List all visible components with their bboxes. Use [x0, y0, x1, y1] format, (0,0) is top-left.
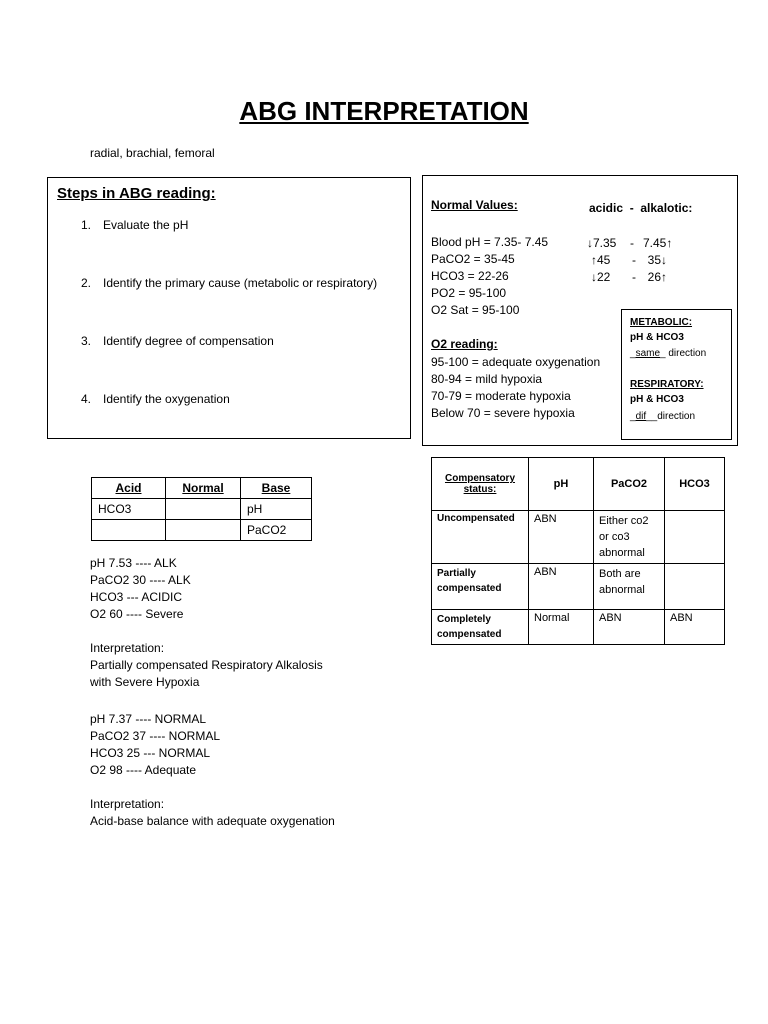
- step-item: 4. Identify the oxygenation: [81, 392, 230, 406]
- case-value: pH 7.53 ---- ALK: [90, 556, 177, 570]
- column-header: HCO3: [665, 458, 725, 511]
- table-row: [92, 499, 312, 520]
- metabolic-heading: METABOLIC:: [630, 317, 693, 328]
- metabolic-respiratory-box: [621, 309, 732, 440]
- table-cell: Uncompensated: [432, 511, 529, 564]
- respiratory-line: pH & HCO3: [630, 394, 684, 405]
- table-cell: HCO3: [92, 499, 166, 520]
- arrow-icon: ↓: [587, 236, 593, 250]
- table-row: [432, 564, 725, 610]
- table-cell: ABN: [529, 564, 594, 610]
- table-cell: Completely compensated: [432, 610, 529, 645]
- case-value: pH 7.37 ---- NORMAL: [90, 712, 207, 726]
- table-cell: PaCO2: [241, 520, 312, 541]
- o2-reading-item: 80-94 = mild hypoxia: [431, 372, 543, 386]
- compensatory-table: [431, 457, 725, 645]
- interpretation-label: Interpretation:: [90, 641, 165, 655]
- case-2: [90, 711, 335, 830]
- column-header: pH: [529, 458, 594, 511]
- arrow-row: ↓22 - 26↑: [591, 270, 667, 284]
- case-value: O2 60 ---- Severe: [90, 607, 184, 621]
- table-row: [92, 520, 312, 541]
- table-cell: pH: [241, 499, 312, 520]
- table-cell: [665, 564, 725, 610]
- step-item: 3. Identify degree of compensation: [81, 334, 274, 348]
- normal-values-list: [431, 234, 548, 319]
- metabolic-line: pH & HCO3: [630, 332, 684, 343]
- table-header-row: [92, 478, 312, 499]
- case-value: HCO3 25 --- NORMAL: [90, 746, 211, 760]
- column-header: Base: [241, 478, 312, 499]
- arrow-row: ↓7.35 - 7.45↑: [587, 236, 673, 250]
- normal-values-heading: Normal Values:: [431, 198, 518, 212]
- column-header: Acid: [92, 478, 166, 499]
- normal-value-item: O2 Sat = 95-100: [431, 303, 520, 317]
- normal-value-item: PO2 = 95-100: [431, 286, 507, 300]
- normal-value-item: Blood pH = 7.35- 7.45: [431, 235, 549, 249]
- column-header: Compensatory status:: [432, 458, 529, 511]
- table-cell: [166, 520, 241, 541]
- respiratory-heading: RESPIRATORY:: [630, 379, 704, 390]
- page-title: ABG INTERPRETATION: [239, 96, 529, 126]
- metabolic-direction: _same_ direction: [630, 348, 707, 359]
- steps-box: [47, 177, 411, 439]
- table-cell: [166, 499, 241, 520]
- interpretation-label: Interpretation:: [90, 797, 165, 811]
- table-cell: Both are abnormal: [594, 564, 665, 610]
- arrow-icon: ↓: [591, 270, 597, 284]
- arrow-icon: ↑: [591, 253, 597, 267]
- acid-normal-base-table: [91, 477, 312, 541]
- table-cell: ABN: [529, 511, 594, 564]
- arrow-row: ↑45 - 35↓: [591, 253, 667, 267]
- o2-reading-item: Below 70 = severe hypoxia: [431, 406, 575, 420]
- case-1: [90, 555, 323, 691]
- table-cell: ABN: [594, 610, 665, 645]
- normal-value-item: PaCO2 = 35-45: [431, 252, 515, 266]
- interpretation-text: Acid-base balance with adequate oxygenation: [90, 814, 335, 828]
- table-row: [432, 610, 725, 645]
- acid-alk-label: acidic - alkalotic:: [589, 201, 693, 215]
- o2-reading-item: 95-100 = adequate oxygenation: [431, 355, 601, 369]
- case-value: O2 98 ---- Adequate: [90, 763, 197, 777]
- o2-reading-heading: O2 reading:: [431, 337, 498, 351]
- table-header-row: [432, 458, 725, 511]
- case-value: PaCO2 30 ---- ALK: [90, 573, 191, 587]
- case-value: HCO3 --- ACIDIC: [90, 590, 183, 604]
- table-cell: Either co2 or co3 abnormal: [594, 511, 665, 564]
- respiratory-direction: _dif__direction: [630, 411, 696, 422]
- table-cell: [92, 520, 166, 541]
- table-cell: ABN: [665, 610, 725, 645]
- o2-reading-list: [431, 354, 600, 422]
- column-header: Normal: [166, 478, 241, 499]
- interpretation-text: Partially compensated Respiratory Alkalosis: [90, 658, 323, 672]
- normal-values-box: [422, 175, 738, 446]
- arrow-icon: ↓: [661, 253, 667, 267]
- step-item: 2. Identify the primary cause (metabolic or respiratory): [81, 276, 378, 290]
- case-value: PaCO2 37 ---- NORMAL: [90, 729, 221, 743]
- interpretation-text: with Severe Hypoxia: [90, 675, 200, 689]
- table-cell: Normal: [529, 610, 594, 645]
- column-header: PaCO2: [594, 458, 665, 511]
- table-cell: Partially compensated: [432, 564, 529, 610]
- table-row: [432, 511, 725, 564]
- arrow-icon: ↑: [666, 236, 673, 250]
- steps-heading: Steps in ABG reading:: [57, 185, 216, 202]
- step-item: 1. Evaluate the pH: [81, 218, 189, 232]
- normal-value-item: HCO3 = 22-26: [431, 269, 509, 283]
- o2-reading-item: 70-79 = moderate hypoxia: [431, 389, 571, 403]
- arrow-icon: ↑: [661, 270, 667, 284]
- table-cell: [665, 511, 725, 564]
- puncture-sites: radial, brachial, femoral: [90, 146, 215, 160]
